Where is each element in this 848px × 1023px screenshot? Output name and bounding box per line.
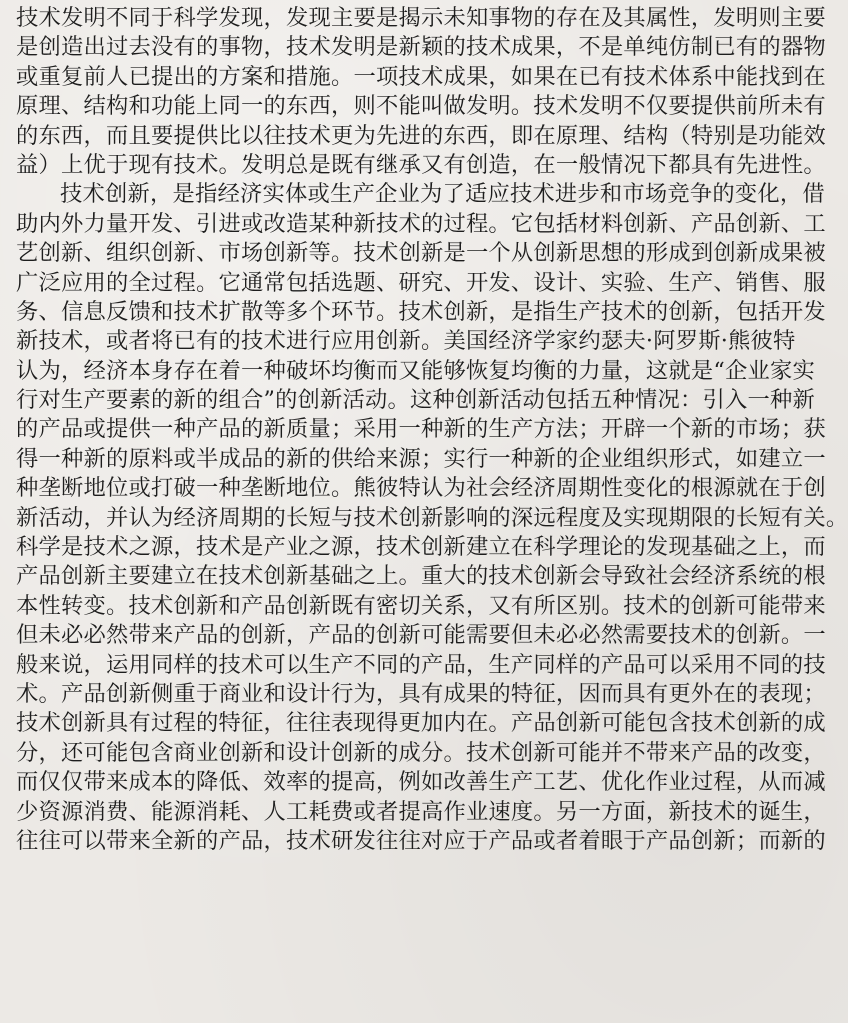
text-line: 益）上优于现有技术。发明总是既有继承又有创造，在一般情况下都具有先进性。 bbox=[16, 151, 826, 178]
text-line: 少资源消费、能源消耗、人工耗费或者提高作业速度。另一方面，新技术的诞生， bbox=[16, 798, 826, 825]
text-line: 的东西，而且要提供比以往技术更为先进的东西，即在原理、结构（特别是功能效 bbox=[16, 122, 826, 149]
text-line: 技术创新具有过程的特征，往往表现得更加内在。产品创新可能包含技术创新的成 bbox=[16, 710, 826, 737]
text-line: 但未必必然带来产品的创新，产品的创新可能需要但未必必然需要技术的创新。一 bbox=[16, 622, 826, 649]
text-line: 新活动，并认为经济周期的长短与技术创新影响的深远程度及实现期限的长短有关。 bbox=[16, 504, 848, 531]
text-line: 原理、结构和功能上同一的东西，则不能叫做发明。技术发明不仅要提供前所未有 bbox=[16, 93, 826, 120]
text-line: 或重复前人已提出的方案和措施。一项技术成果，如果在已有技术体系中能找到在 bbox=[16, 63, 826, 90]
text-line: 认为，经济本身存在着一种破坏均衡而又能够恢复均衡的力量，这就是“企业家实 bbox=[16, 357, 815, 384]
text-line: 得一种新的原料或半成品的新的供给来源；实行一种新的企业组织形式，如建立一 bbox=[16, 445, 826, 472]
text-line: 行对生产要素的新的组合”的创新活动。这种创新活动包括五种情况：引入一种新 bbox=[16, 387, 815, 414]
text-line: 艺创新、组织创新、市场创新等。技术创新是一个从创新思想的形成到创新成果被 bbox=[16, 240, 826, 267]
paragraph-start-line: 技术创新，是指经济实体或生产企业为了适应技术进步和市场竞争的变化，借 bbox=[60, 181, 825, 208]
text-line: 是创造出过去没有的事物，技术发明是新颖的技术成果，不是单纯仿制已有的器物 bbox=[16, 34, 826, 61]
text-line: 术。产品创新侧重于商业和设计行为，具有成果的特征，因而具有更外在的表现； bbox=[16, 680, 826, 707]
text-line: 广泛应用的全过程。它通常包括选题、研究、开发、设计、实验、生产、销售、服 bbox=[16, 269, 826, 296]
text-line: 科学是技术之源，技术是产业之源，技术创新建立在科学理论的发现基础之上，而 bbox=[16, 534, 826, 561]
text-line: 种垄断地位或打破一种垄断地位。熊彼特认为社会经济周期性变化的根源就在于创 bbox=[16, 475, 826, 502]
text-line: 的产品或提供一种产品的新质量；采用一种新的生产方法；开辟一个新的市场；获 bbox=[16, 416, 826, 443]
text-line: 而仅仅带来成本的降低、效率的提高，例如改善生产工艺、优化作业过程，从而减 bbox=[16, 769, 826, 796]
text-line: 般来说，运用同样的技术可以生产不同的产品，生产同样的产品可以采用不同的技 bbox=[16, 651, 826, 678]
text-line: 分，还可能包含商业创新和设计创新的成分。技术创新可能并不带来产品的改变， bbox=[16, 739, 826, 766]
text-line: 产品创新主要建立在技术创新基础之上。重大的技术创新会导致社会经济系统的根 bbox=[16, 563, 826, 590]
text-line: 助内外力量开发、引进或改造某种新技术的过程。它包括材料创新、产品创新、工 bbox=[16, 210, 826, 237]
text-line: 本性转变。技术创新和产品创新既有密切关系，又有所区别。技术的创新可能带来 bbox=[16, 592, 826, 619]
text-line: 新技术，或者将已有的技术进行应用创新。美国经济学家约瑟夫·阿罗斯·熊彼特 bbox=[16, 328, 796, 355]
text-line: 往往可以带来全新的产品，技术研发往往对应于产品或者着眼于产品创新；而新的 bbox=[16, 827, 826, 854]
text-line: 技术发明不同于科学发现，发现主要是揭示未知事物的存在及其属性，发明则主要 bbox=[16, 5, 826, 31]
text-line: 务、信息反馈和技术扩散等多个环节。技术创新，是指生产技术的创新，包括开发 bbox=[16, 298, 826, 325]
